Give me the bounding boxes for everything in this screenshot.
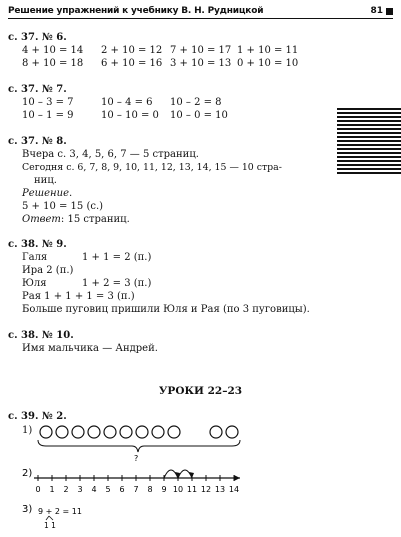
number-line-label: 13 — [214, 485, 226, 494]
raya-line: Рая 1 + 1 + 1 = 3 (п.) — [22, 291, 135, 302]
ex-37-8-line1: Вчера с. 3, 4, 5, 6, 7 — 5 страниц. — [22, 149, 199, 160]
page-number: 81 — [370, 6, 383, 16]
part3-split: 1 1 — [44, 521, 56, 530]
circle — [168, 426, 180, 438]
ex-37-7-r1c3: 10 – 2 = 8 — [170, 97, 222, 108]
ex-37-6-r2c1: 8 + 10 = 18 — [22, 58, 84, 69]
circle — [210, 426, 222, 438]
ex-37-8-line3: ниц. — [34, 175, 57, 186]
ex-37-8-heading: с. 37. № 8. — [8, 136, 67, 147]
number-line-label: 3 — [77, 485, 83, 494]
number-line-label: 8 — [147, 485, 153, 494]
number-line-label: 11 — [186, 485, 198, 494]
number-line-label: 5 — [105, 485, 111, 494]
circle — [88, 426, 100, 438]
ex-37-8-line2: Сегодня с. 6, 7, 8, 9, 10, 11, 12, 13, 14, 15 — 10 стра- — [22, 162, 282, 173]
number-line-label: 10 — [172, 485, 184, 494]
ex-37-7-heading: с. 37. № 7. — [8, 84, 67, 95]
galya-name: Галя — [22, 252, 48, 263]
number-line-label: 14 — [228, 485, 240, 494]
brace — [38, 440, 240, 452]
circle — [152, 426, 164, 438]
ex-39-2-heading: с. 39. № 2. — [8, 411, 67, 422]
part1-label: 1) — [22, 425, 33, 436]
ex-37-7-r1c1: 10 – 3 = 7 — [22, 97, 74, 108]
ex-37-6-r2c4: 0 + 10 = 10 — [237, 58, 299, 69]
number-line-label: 12 — [200, 485, 212, 494]
number-line-label: 2 — [63, 485, 69, 494]
solution-label: Решение. — [22, 188, 73, 199]
ex-37-6-r1c3: 7 + 10 = 17 — [170, 45, 232, 56]
circles-row — [40, 426, 238, 438]
ex-37-7-r2c1: 10 – 1 = 9 — [22, 110, 74, 121]
solution-equation: 5 + 10 = 15 (с.) — [22, 201, 104, 212]
number-line-label: 4 — [91, 485, 97, 494]
ex-37-6-heading: с. 37. № 6. — [8, 32, 67, 43]
circle — [104, 426, 116, 438]
ira-line: Ира 2 (п.) — [22, 265, 74, 276]
ex-37-6-r1c1: 4 + 10 = 14 — [22, 45, 84, 56]
part3-label: 3) — [22, 504, 33, 515]
circle — [120, 426, 132, 438]
ex-37-7-r2c3: 10 – 0 = 10 — [170, 110, 228, 121]
split-line — [49, 516, 53, 520]
number-line-arrow — [234, 475, 240, 481]
circle — [226, 426, 238, 438]
number-line-label: 6 — [119, 485, 125, 494]
ex-37-7-r1c2: 10 – 4 = 6 — [101, 97, 153, 108]
part3-equation: 9 + 2 = 11 — [38, 507, 82, 516]
split-line — [46, 516, 49, 520]
galya-equation: 1 + 1 = 2 (п.) — [82, 252, 152, 263]
header-title: Решение упражнений к учебнику В. Н. Рудницкой — [8, 6, 264, 16]
number-line-label: 1 — [49, 485, 55, 494]
part2-label: 2) — [22, 468, 33, 479]
ex-38-9-heading: с. 38. № 9. — [8, 239, 67, 250]
ex-38-10-heading: с. 38. № 10. — [8, 330, 74, 341]
number-line-label: 9 — [161, 485, 167, 494]
hop-arc — [164, 470, 178, 478]
ex-37-6-r1c4: 1 + 10 = 11 — [237, 45, 299, 56]
ex-37-7-r2c2: 10 – 10 = 0 — [101, 110, 159, 121]
ex-38-9-conclusion: Больше пуговиц пришили Юля и Рая (по 3 пуговицы). — [22, 304, 310, 315]
brace-question-mark: ? — [134, 454, 139, 463]
circle — [56, 426, 68, 438]
yulya-name: Юля — [22, 278, 47, 289]
ex-37-6-r2c3: 3 + 10 = 13 — [170, 58, 232, 69]
number-line-label: 7 — [133, 485, 139, 494]
ex-37-6-r1c2: 2 + 10 = 12 — [101, 45, 163, 56]
hop-arc — [178, 470, 192, 478]
ex-37-6-r2c2: 6 + 10 = 16 — [101, 58, 163, 69]
circle — [72, 426, 84, 438]
yulya-equation: 1 + 2 = 3 (п.) — [82, 278, 152, 289]
ex-38-10-answer: Имя мальчика — Андрей. — [22, 343, 158, 354]
circle — [40, 426, 52, 438]
answer-text: : 15 страниц. — [60, 214, 130, 225]
answer-label: Ответ — [22, 214, 61, 225]
number-line-label: 0 — [35, 485, 41, 494]
circle — [136, 426, 148, 438]
lesson-title: УРОКИ 22–23 — [158, 385, 243, 397]
